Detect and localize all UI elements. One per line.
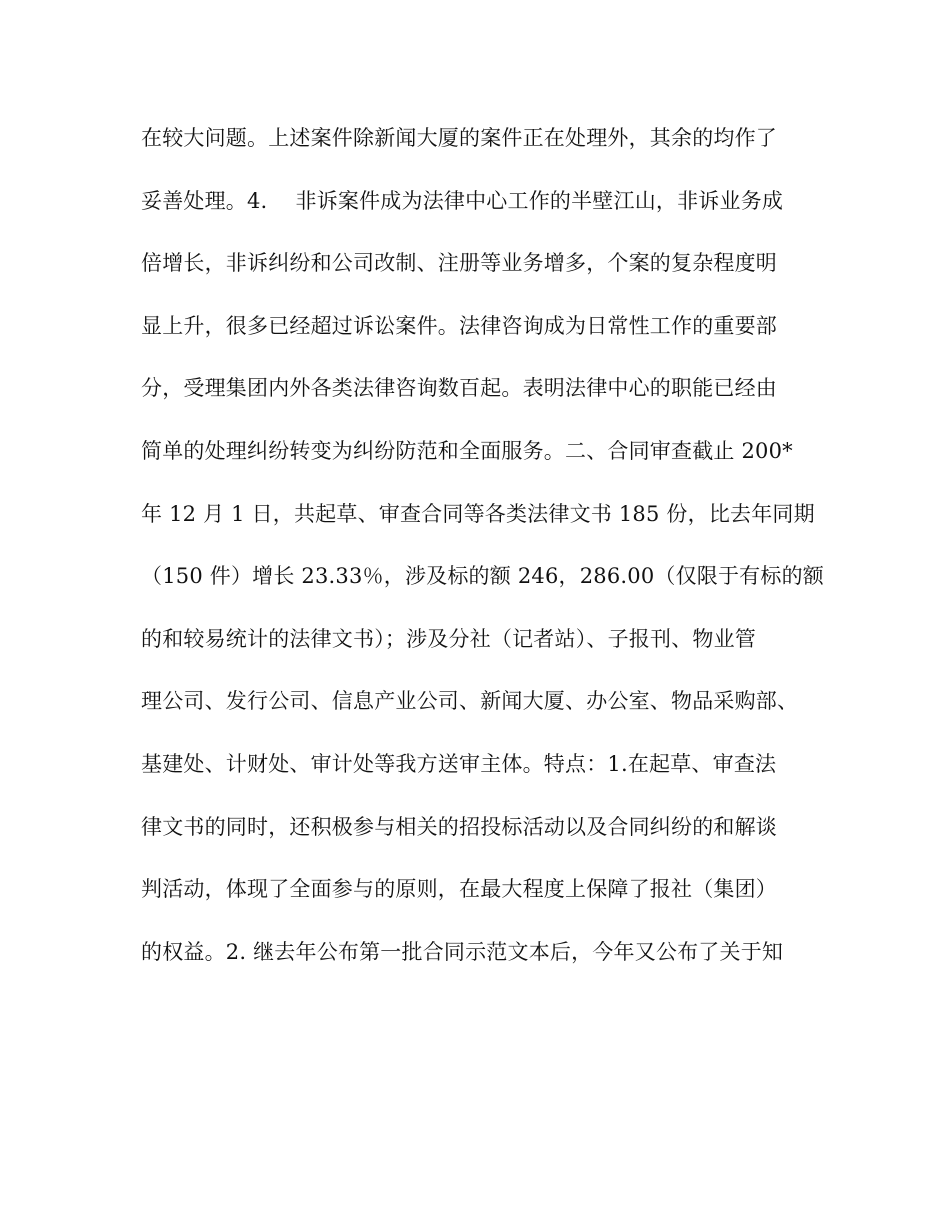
text-line: 判活动，体现了全面参与的原则，在最大程度上保障了报社（集团） — [141, 877, 777, 902]
text-line: 基建处、计财处、审计处等我方送审主体。特点：1.在起草、审查法 — [141, 751, 777, 776]
text-line: 在较大问题。上述案件除新闻大厦的案件正在处理外，其余的均作了 — [141, 126, 777, 150]
text-line: 妥善处理。4. 非诉案件成为法律中心工作的半壁江山，非诉业务成 — [141, 188, 784, 213]
text-line: 的和较易统计的法律文书）；涉及分社（记者站）、子报刊、物业管 — [141, 626, 756, 651]
text-line: 理公司、发行公司、信息产业公司、新闻大厦、办公室、物品采购部、 — [141, 689, 799, 714]
text-line: 显上升，很多已经超过诉讼案件。法律咨询成为日常性工作的重要部 — [141, 313, 777, 338]
text-line: （150 件）增长 23.33％，涉及标的额 246，286.00（仅限于有标的额 — [141, 564, 824, 589]
text-line: 简单的处理纠纷转变为纠纷防范和全面服务。二、合同审查截止 200* — [141, 438, 793, 463]
text-line: 年 12 月 1 日，共起草、审查合同等各类法律文书 185 份，比去年同期 — [141, 501, 815, 526]
text-line: 律文书的同时，还积极参与相关的招投标活动以及合同纠纷的和解谈 — [141, 814, 777, 839]
text-line: 倍增长，非诉纠纷和公司改制、注册等业务增多，个案的复杂程度明 — [141, 251, 777, 276]
text-line: 分，受理集团内外各类法律咨询数百起。表明法律中心的职能已经由 — [141, 376, 777, 401]
body-text — [141, 118, 824, 994]
text-line: 的权益。2. 继去年公布第一批合同示范文本后，今年又公布了关于知 — [141, 939, 784, 964]
